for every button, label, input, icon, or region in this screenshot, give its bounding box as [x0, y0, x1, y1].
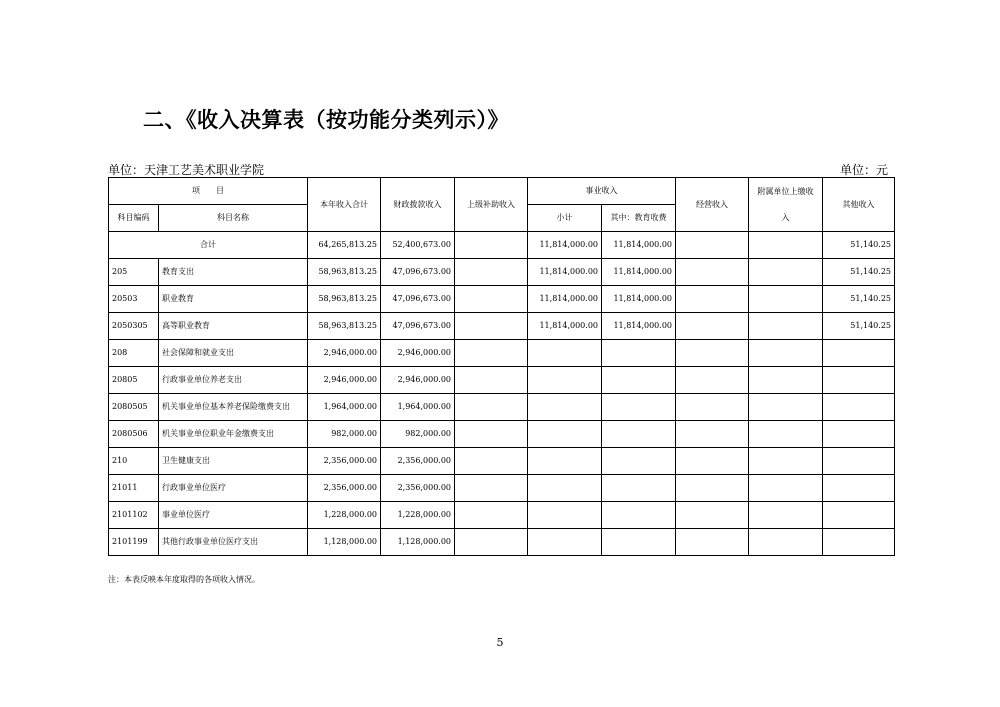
cell-name: 职业教育: [159, 286, 308, 313]
cell-operating: [676, 502, 749, 529]
cell-name: 其他行政事业单位医疗支出: [159, 529, 308, 556]
table-row: [109, 367, 895, 394]
cell-fiscal: 2,946,000.00: [381, 367, 455, 394]
page-number: 5: [496, 636, 504, 649]
cell-superior: [455, 313, 528, 340]
cell-fiscal: 1,228,000.00: [381, 502, 455, 529]
cell-superior: [455, 448, 528, 475]
cell-operating: [676, 313, 749, 340]
cell-operating: [676, 529, 749, 556]
table-row: [109, 421, 895, 448]
cell-affiliated: [749, 340, 823, 367]
cell-fiscal: 1,964,000.00: [381, 394, 455, 421]
unit-organization: 单位：天津工艺美术职业学院: [108, 163, 265, 177]
cell-fiscal: 47,096,673.00: [381, 313, 455, 340]
cell-superior: [455, 367, 528, 394]
cell-affiliated: [749, 232, 823, 259]
cell-fiscal: 47,096,673.00: [381, 286, 455, 313]
cell-superior: [455, 232, 528, 259]
header-other: 其他收入: [823, 178, 895, 232]
table-note: 注：本表反映本年度取得的各项收入情况。: [108, 575, 260, 584]
cell-subtotal: [528, 529, 602, 556]
cell-other: 51,140.25: [823, 232, 895, 259]
cell-edu-fee: 11,814,000.00: [602, 286, 676, 313]
cell-edu-fee: [602, 475, 676, 502]
table-row: [109, 259, 895, 286]
cell-other: [823, 502, 895, 529]
cell-affiliated: [749, 502, 823, 529]
cell-subtotal: [528, 421, 602, 448]
header-affiliated: 附属单位上缴收入: [749, 178, 823, 232]
header-edu-fee: 其中：教育收费: [602, 205, 676, 232]
cell-subtotal: 11,814,000.00: [528, 313, 602, 340]
cell-total: 1,128,000.00: [308, 529, 381, 556]
cell-subtotal: [528, 475, 602, 502]
cell-fiscal: 47,096,673.00: [381, 259, 455, 286]
cell-operating: [676, 367, 749, 394]
cell-subtotal: 11,814,000.00: [528, 232, 602, 259]
revenue-table: [108, 177, 895, 556]
unit-currency: 单位：元: [839, 163, 888, 177]
cell-subtotal: [528, 502, 602, 529]
cell-total: 2,356,000.00: [308, 448, 381, 475]
cell-total: 2,356,000.00: [308, 475, 381, 502]
cell-superior: [455, 502, 528, 529]
table-row: [109, 394, 895, 421]
cell-name: 机关事业单位职业年金缴费支出: [159, 421, 308, 448]
cell-total: 58,963,813.25: [308, 259, 381, 286]
cell-name: 卫生健康支出: [159, 448, 308, 475]
cell-code: 20805: [109, 367, 159, 394]
cell-operating: [676, 475, 749, 502]
cell-affiliated: [749, 394, 823, 421]
cell-operating: [676, 448, 749, 475]
cell-total: 2,946,000.00: [308, 340, 381, 367]
cell-subtotal: 11,814,000.00: [528, 259, 602, 286]
cell-total: 2,946,000.00: [308, 367, 381, 394]
cell-operating: [676, 259, 749, 286]
cell-name: 社会保障和就业支出: [159, 340, 308, 367]
table-row: [109, 340, 895, 367]
header-item: 项 目: [109, 178, 308, 205]
cell-subtotal: [528, 367, 602, 394]
cell-edu-fee: [602, 529, 676, 556]
cell-affiliated: [749, 421, 823, 448]
cell-name: 教育支出: [159, 259, 308, 286]
cell-name: 事业单位医疗: [159, 502, 308, 529]
cell-code: 2101102: [109, 502, 159, 529]
cell-affiliated: [749, 448, 823, 475]
cell-code: 2080506: [109, 421, 159, 448]
cell-fiscal: 2,356,000.00: [381, 475, 455, 502]
summary-row: [109, 232, 895, 259]
table-row: [109, 313, 895, 340]
cell-affiliated: [749, 259, 823, 286]
header-superior: 上级补助收入: [455, 178, 528, 232]
header-name: 科目名称: [159, 205, 308, 232]
cell-operating: [676, 421, 749, 448]
cell-code: 210: [109, 448, 159, 475]
cell-total: 982,000.00: [308, 421, 381, 448]
cell-affiliated: [749, 313, 823, 340]
cell-affiliated: [749, 475, 823, 502]
cell-edu-fee: 11,814,000.00: [602, 232, 676, 259]
cell-edu-fee: [602, 502, 676, 529]
cell-total: 1,228,000.00: [308, 502, 381, 529]
cell-affiliated: [749, 367, 823, 394]
cell-subtotal: 11,814,000.00: [528, 286, 602, 313]
cell-superior: [455, 259, 528, 286]
cell-subtotal: [528, 340, 602, 367]
page-title: 二、《收入决算表（按功能分类列示）》: [143, 108, 509, 132]
cell-total: 1,964,000.00: [308, 394, 381, 421]
cell-name: 机关事业单位基本养老保险缴费支出: [159, 394, 308, 421]
cell-fiscal: 2,356,000.00: [381, 448, 455, 475]
cell-edu-fee: [602, 394, 676, 421]
cell-affiliated: [749, 529, 823, 556]
cell-code: 2050305: [109, 313, 159, 340]
header-operating: 经营收入: [676, 178, 749, 232]
cell-other: [823, 340, 895, 367]
table-row: [109, 448, 895, 475]
cell-subtotal: [528, 448, 602, 475]
cell-operating: [676, 232, 749, 259]
cell-code: 2080505: [109, 394, 159, 421]
cell-edu-fee: [602, 367, 676, 394]
table-row: [109, 529, 895, 556]
cell-code: 2101199: [109, 529, 159, 556]
header-total: 本年收入合计: [308, 178, 381, 232]
cell-operating: [676, 394, 749, 421]
cell-superior: [455, 475, 528, 502]
cell-code: 205: [109, 259, 159, 286]
cell-other: 51,140.25: [823, 286, 895, 313]
cell-edu-fee: 11,814,000.00: [602, 313, 676, 340]
cell-total: 58,963,813.25: [308, 313, 381, 340]
cell-other: [823, 367, 895, 394]
table-row: [109, 286, 895, 313]
cell-fiscal: 1,128,000.00: [381, 529, 455, 556]
cell-name: 行政事业单位医疗: [159, 475, 308, 502]
header-fiscal: 财政拨款收入: [381, 178, 455, 232]
cell-other: [823, 475, 895, 502]
cell-total: 58,963,813.25: [308, 286, 381, 313]
cell-edu-fee: [602, 421, 676, 448]
cell-other: [823, 529, 895, 556]
cell-fiscal: 52,400,673.00: [381, 232, 455, 259]
cell-fiscal: 982,000.00: [381, 421, 455, 448]
cell-superior: [455, 340, 528, 367]
cell-code: 20503: [109, 286, 159, 313]
header-business: 事业收入: [528, 178, 676, 205]
cell-other: [823, 394, 895, 421]
cell-name: 行政事业单位养老支出: [159, 367, 308, 394]
cell-other: 51,140.25: [823, 259, 895, 286]
cell-superior: [455, 421, 528, 448]
cell-operating: [676, 340, 749, 367]
cell-superior: [455, 286, 528, 313]
table-row: [109, 502, 895, 529]
cell-subtotal: [528, 394, 602, 421]
header-subtotal: 小计: [528, 205, 602, 232]
cell-edu-fee: 11,814,000.00: [602, 259, 676, 286]
summary-label: 合计: [109, 232, 308, 259]
cell-other: [823, 448, 895, 475]
cell-fiscal: 2,946,000.00: [381, 340, 455, 367]
cell-other: [823, 421, 895, 448]
cell-edu-fee: [602, 340, 676, 367]
cell-superior: [455, 394, 528, 421]
cell-edu-fee: [602, 448, 676, 475]
table-row: [109, 475, 895, 502]
cell-total: 64,265,813.25: [308, 232, 381, 259]
cell-other: 51,140.25: [823, 313, 895, 340]
cell-code: 21011: [109, 475, 159, 502]
cell-affiliated: [749, 286, 823, 313]
header-code: 科目编码: [109, 205, 159, 232]
cell-name: 高等职业教育: [159, 313, 308, 340]
cell-code: 208: [109, 340, 159, 367]
cell-superior: [455, 529, 528, 556]
cell-operating: [676, 286, 749, 313]
